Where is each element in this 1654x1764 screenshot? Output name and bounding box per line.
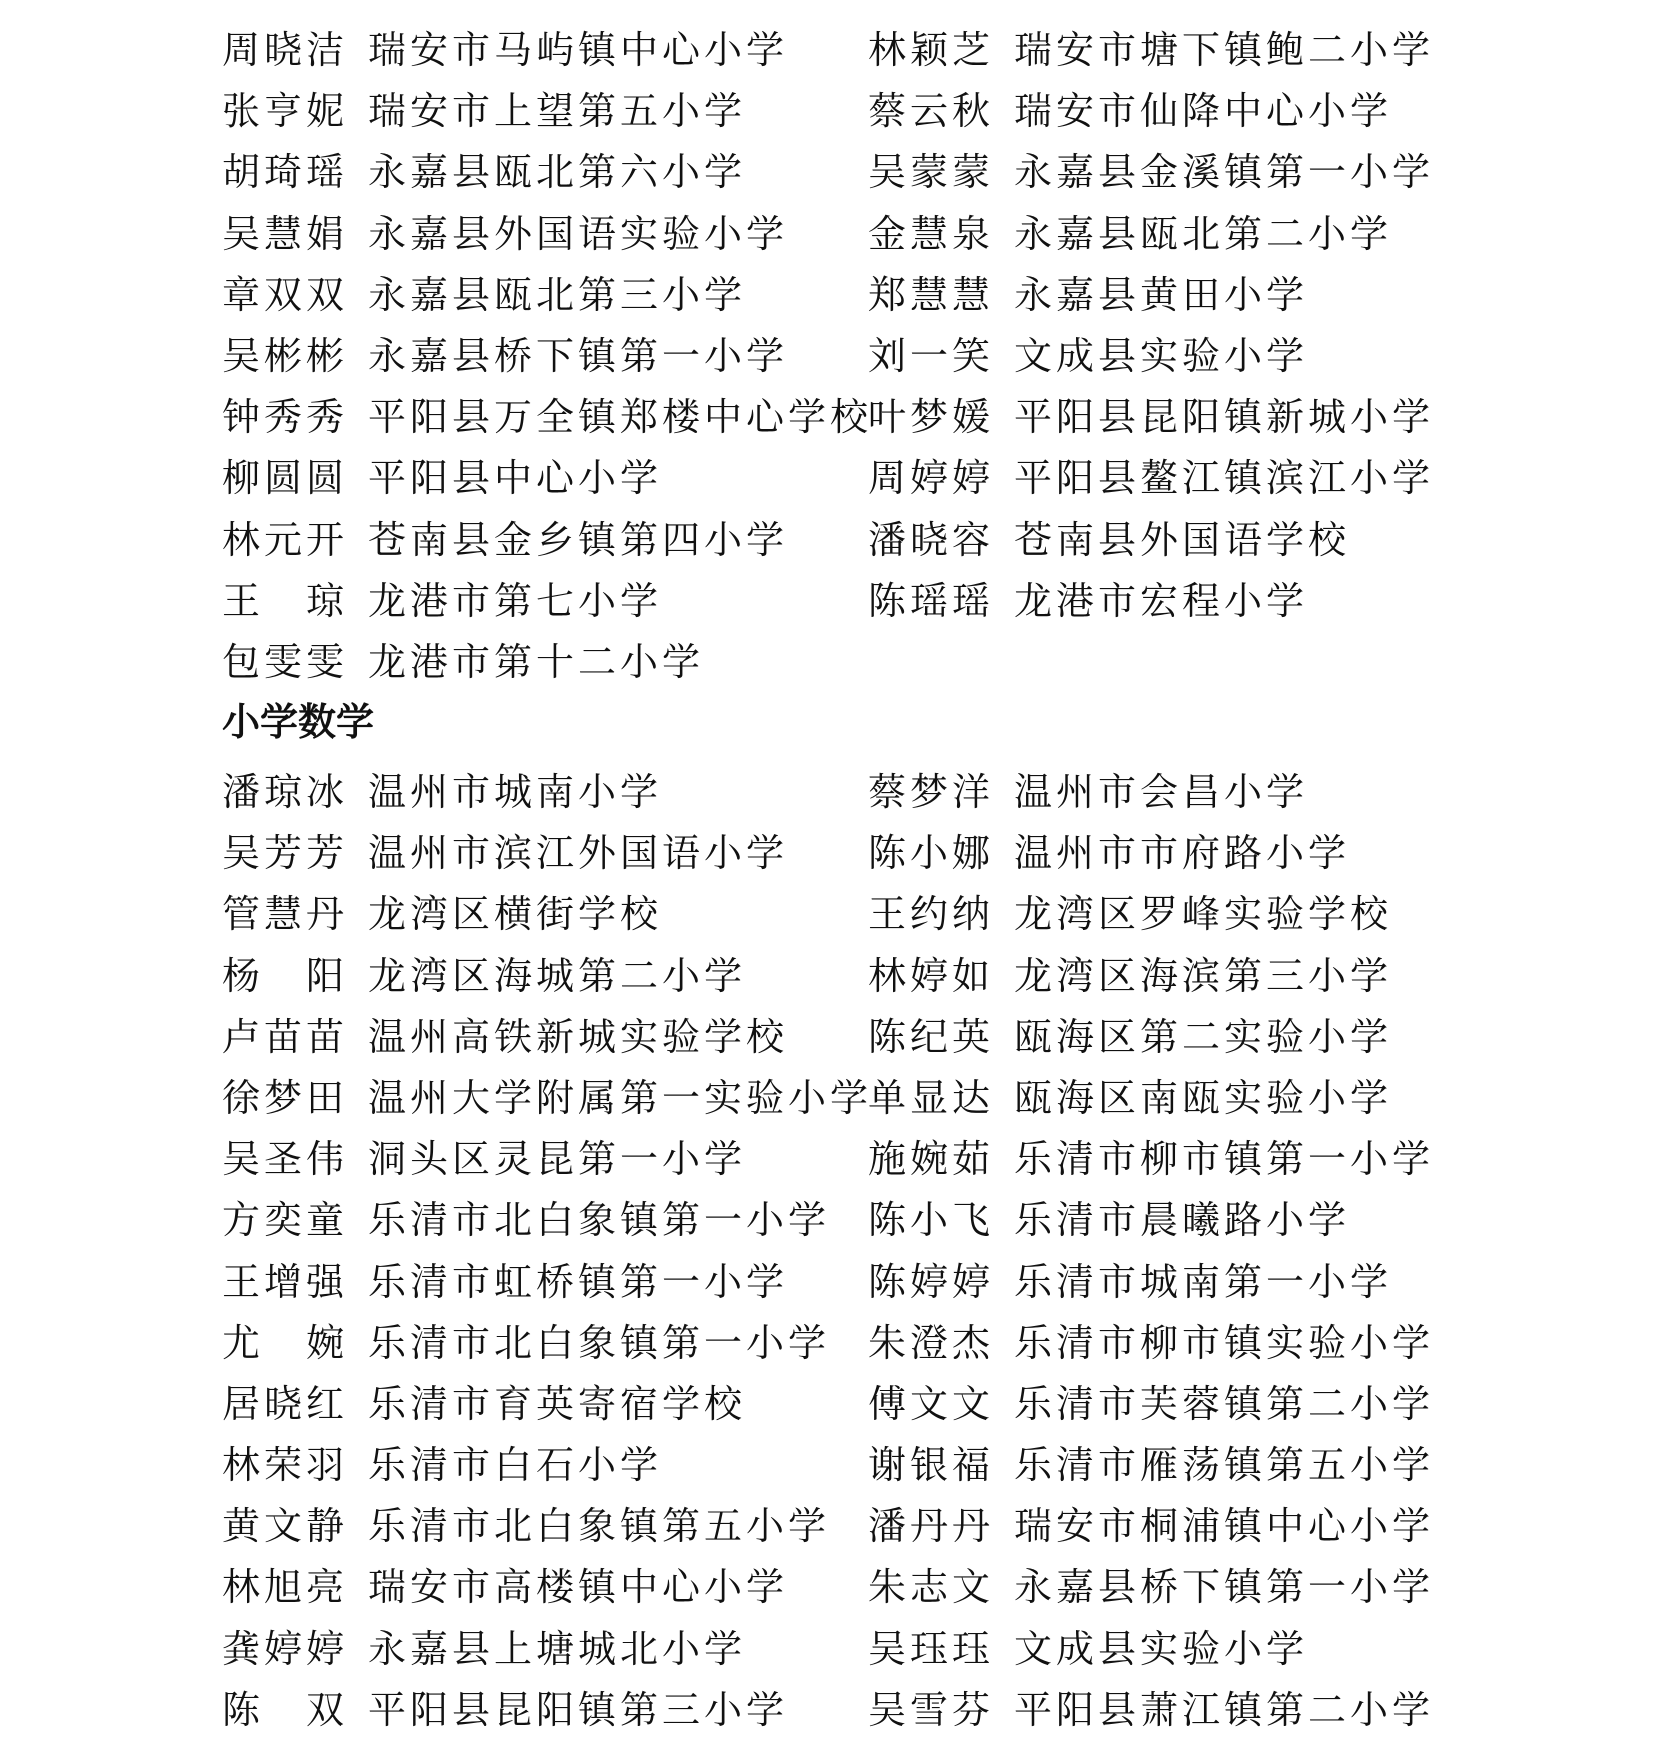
right-entry	[868, 326, 1308, 387]
school-name: 瑞安市桐浦镇中心小学	[1014, 1504, 1435, 1549]
award-list	[0, 20, 1654, 693]
teacher-name: 刘一笑	[868, 333, 995, 378]
teacher-name: 陈瑶瑶	[868, 578, 995, 623]
school-name: 瑞安市上望第五小学	[368, 89, 747, 134]
school-name: 乐清市北白象镇第五小学	[368, 1504, 831, 1549]
school-name: 乐清市北白象镇第一小学	[368, 1198, 831, 1243]
teacher-name: 林颖芝	[868, 28, 995, 72]
teacher-name: 周婷婷	[868, 456, 995, 501]
right-entry	[868, 823, 1350, 884]
teacher-name: 潘丹丹	[868, 1504, 995, 1549]
left-entry	[222, 1313, 830, 1374]
school-name: 瓯海区南瓯实验小学	[1014, 1075, 1393, 1120]
table-row	[0, 1680, 1654, 1741]
section-primary-math	[0, 694, 1654, 1732]
school-name: 苍南县外国语学校	[1014, 517, 1351, 562]
table-row	[0, 632, 1654, 693]
right-entry	[868, 81, 1392, 142]
teacher-name: 吴慧娟	[222, 211, 349, 256]
teacher-name: 方奕童	[222, 1198, 349, 1243]
teacher-name: 蔡云秋	[868, 89, 995, 134]
table-row	[0, 1313, 1654, 1374]
table-row	[0, 1007, 1654, 1068]
table-row	[0, 884, 1654, 945]
teacher-name: 吴芳芳	[222, 831, 349, 876]
school-name: 温州高铁新城实验学校	[368, 1014, 789, 1059]
left-entry	[222, 762, 662, 823]
table-row	[0, 1129, 1654, 1190]
teacher-name: 管慧丹	[222, 892, 349, 937]
left-entry	[222, 1007, 788, 1068]
school-name: 温州大学附属第一实验小学	[368, 1075, 873, 1120]
school-name: 瑞安市仙降中心小学	[1014, 89, 1393, 134]
teacher-name: 王约纳	[868, 892, 995, 937]
table-row	[0, 1374, 1654, 1435]
school-name: 平阳县鳌江镇滨江小学	[1014, 456, 1435, 501]
teacher-name: 龚婷婷	[222, 1626, 349, 1671]
school-name: 瑞安市高楼镇中心小学	[368, 1565, 789, 1610]
school-name: 平阳县萧江镇第二小学	[1014, 1687, 1435, 1732]
teacher-name: 柳圆圆	[222, 456, 349, 501]
right-entry	[868, 1190, 1350, 1251]
school-name: 龙港市第七小学	[368, 578, 663, 623]
left-entry	[222, 1374, 746, 1435]
school-name: 永嘉县金溪镇第一小学	[1014, 150, 1435, 195]
school-name: 温州市市府路小学	[1014, 831, 1351, 876]
table-row	[0, 326, 1654, 387]
teacher-name: 陈小飞	[868, 1198, 995, 1243]
school-name: 永嘉县瓯北第六小学	[368, 150, 747, 195]
school-name: 乐清市芙蓉镇第二小学	[1014, 1381, 1435, 1426]
right-entry	[868, 204, 1392, 265]
school-name: 平阳县万全镇郑楼中心学校	[368, 395, 873, 440]
school-name: 龙港市第十二小学	[368, 639, 705, 684]
school-name: 乐清市白石小学	[368, 1443, 663, 1488]
left-entry	[222, 1496, 830, 1557]
teacher-name: 吴圣伟	[222, 1137, 349, 1182]
right-entry	[868, 142, 1434, 203]
teacher-name: 林旭亮	[222, 1565, 349, 1610]
school-name: 乐清市柳市镇第一小学	[1014, 1137, 1435, 1182]
left-entry	[222, 1068, 872, 1129]
right-entry	[868, 946, 1392, 1007]
left-entry	[222, 1190, 830, 1251]
teacher-name: 单显达	[868, 1075, 995, 1120]
teacher-name: 谢银福	[868, 1443, 995, 1488]
left-entry	[222, 510, 788, 571]
teacher-name: 傅文文	[868, 1381, 995, 1426]
right-entry	[868, 1068, 1392, 1129]
table-row	[0, 1619, 1654, 1680]
teacher-name: 吴彬彬	[222, 333, 349, 378]
teacher-name: 周晓洁	[222, 28, 349, 72]
teacher-name: 林婷如	[868, 953, 995, 998]
right-entry	[868, 1374, 1434, 1435]
teacher-name: 陈 双	[222, 1687, 349, 1732]
teacher-name: 施婉茹	[868, 1137, 995, 1182]
school-name: 永嘉县黄田小学	[1014, 272, 1309, 317]
school-name: 温州市滨江外国语小学	[368, 831, 789, 876]
table-row	[0, 571, 1654, 632]
school-name: 龙湾区海城第二小学	[368, 953, 747, 998]
teacher-name: 潘晓容	[868, 517, 995, 562]
teacher-name: 杨 阳	[222, 953, 349, 998]
teacher-name: 吴雪芬	[868, 1687, 995, 1732]
teacher-name: 卢苗苗	[222, 1014, 349, 1059]
school-name: 乐清市虹桥镇第一小学	[368, 1259, 789, 1304]
left-entry	[222, 20, 788, 81]
left-entry	[222, 326, 788, 387]
left-entry	[222, 142, 746, 203]
right-entry	[868, 510, 1350, 571]
right-entry	[868, 387, 1434, 448]
right-entry	[868, 1129, 1434, 1190]
left-entry	[222, 571, 662, 632]
table-row	[0, 1496, 1654, 1557]
school-name: 乐清市城南第一小学	[1014, 1259, 1393, 1304]
teacher-name: 陈小娜	[868, 831, 995, 876]
right-entry	[868, 762, 1308, 823]
teacher-name: 胡琦瑶	[222, 150, 349, 195]
teacher-name: 蔡梦洋	[868, 770, 995, 814]
table-row	[0, 946, 1654, 1007]
table-row	[0, 823, 1654, 884]
school-name: 平阳县昆阳镇新城小学	[1014, 395, 1435, 440]
section-title: 小学数学	[222, 700, 375, 744]
left-entry	[222, 265, 746, 326]
table-row	[0, 81, 1654, 142]
left-entry	[222, 1252, 788, 1313]
right-entry	[868, 1619, 1308, 1680]
table-row	[0, 510, 1654, 571]
school-name: 永嘉县外国语实验小学	[368, 211, 789, 256]
school-name: 苍南县金乡镇第四小学	[368, 517, 789, 562]
school-name: 瑞安市马屿镇中心小学	[368, 28, 789, 72]
teacher-name: 林元开	[222, 517, 349, 562]
school-name: 龙湾区海滨第三小学	[1014, 953, 1393, 998]
school-name: 乐清市育英寄宿学校	[368, 1381, 747, 1426]
teacher-name: 钟秀秀	[222, 395, 349, 440]
teacher-name: 陈纪英	[868, 1014, 995, 1059]
left-entry	[222, 1129, 746, 1190]
teacher-name: 郑慧慧	[868, 272, 995, 317]
left-entry	[222, 1619, 746, 1680]
school-name: 永嘉县桥下镇第一小学	[368, 333, 789, 378]
left-entry	[222, 1557, 788, 1618]
table-row	[0, 1190, 1654, 1251]
school-name: 温州市城南小学	[368, 770, 663, 814]
right-entry	[868, 884, 1392, 945]
table-row	[0, 265, 1654, 326]
school-name: 文成县实验小学	[1014, 333, 1309, 378]
teacher-name: 朱澄杰	[868, 1320, 995, 1365]
teacher-name: 潘琼冰	[222, 770, 349, 814]
school-name: 平阳县昆阳镇第三小学	[368, 1687, 789, 1732]
teacher-name: 张亨妮	[222, 89, 349, 134]
table-row	[0, 142, 1654, 203]
school-name: 永嘉县瓯北第二小学	[1014, 211, 1393, 256]
left-entry	[222, 632, 704, 693]
section-chinese-list	[0, 20, 1654, 693]
school-name: 乐清市北白象镇第一小学	[368, 1320, 831, 1365]
right-entry	[868, 265, 1308, 326]
teacher-name: 徐梦田	[222, 1075, 349, 1120]
teacher-name: 叶梦媛	[868, 395, 995, 440]
school-name: 龙湾区罗峰实验学校	[1014, 892, 1393, 937]
right-entry	[868, 1007, 1392, 1068]
school-name: 乐清市雁荡镇第五小学	[1014, 1443, 1435, 1488]
left-entry	[222, 387, 872, 448]
table-row	[0, 1557, 1654, 1618]
school-name: 龙港市宏程小学	[1014, 578, 1309, 623]
teacher-name: 吴珏珏	[868, 1626, 995, 1671]
teacher-name: 林荣羽	[222, 1443, 349, 1488]
teacher-name: 包雯雯	[222, 639, 349, 684]
school-name: 洞头区灵昆第一小学	[368, 1137, 747, 1182]
teacher-name: 居晓红	[222, 1381, 349, 1426]
school-name: 瑞安市塘下镇鲍二小学	[1014, 28, 1435, 72]
right-entry	[868, 1557, 1434, 1618]
table-row	[0, 1435, 1654, 1496]
teacher-name: 吴蒙蒙	[868, 150, 995, 195]
table-row	[0, 1252, 1654, 1313]
teacher-name: 黄文静	[222, 1504, 349, 1549]
right-entry	[868, 1496, 1434, 1557]
school-name: 永嘉县桥下镇第一小学	[1014, 1565, 1435, 1610]
school-name: 平阳县中心小学	[368, 456, 663, 501]
left-entry	[222, 1680, 788, 1741]
school-name: 瓯海区第二实验小学	[1014, 1014, 1393, 1059]
table-row	[0, 762, 1654, 823]
table-row	[0, 20, 1654, 81]
teacher-name: 王增强	[222, 1259, 349, 1304]
right-entry	[868, 1680, 1434, 1741]
teacher-name: 朱志文	[868, 1565, 995, 1610]
school-name: 温州市会昌小学	[1014, 770, 1309, 814]
right-entry	[868, 20, 1434, 81]
award-list	[0, 762, 1654, 1741]
teacher-name: 金慧泉	[868, 211, 995, 256]
school-name: 永嘉县上塘城北小学	[368, 1626, 747, 1671]
left-entry	[222, 81, 746, 142]
right-entry	[868, 571, 1308, 632]
left-entry	[222, 823, 788, 884]
right-entry	[868, 1435, 1434, 1496]
school-name: 永嘉县瓯北第三小学	[368, 272, 747, 317]
teacher-name: 章双双	[222, 272, 349, 317]
left-entry	[222, 204, 788, 265]
right-entry	[868, 1313, 1434, 1374]
school-name: 乐清市晨曦路小学	[1014, 1198, 1351, 1243]
left-entry	[222, 448, 662, 509]
school-name: 乐清市柳市镇实验小学	[1014, 1320, 1435, 1365]
school-name: 龙湾区横街学校	[368, 892, 663, 937]
table-row	[0, 204, 1654, 265]
teacher-name: 尤 婉	[222, 1320, 349, 1365]
teacher-name: 陈婷婷	[868, 1259, 995, 1304]
table-row	[0, 387, 1654, 448]
left-entry	[222, 884, 662, 945]
school-name: 文成县实验小学	[1014, 1626, 1309, 1671]
left-entry	[222, 946, 746, 1007]
right-entry	[868, 1252, 1392, 1313]
left-entry	[222, 1435, 662, 1496]
right-entry	[868, 448, 1434, 509]
table-row	[0, 1068, 1654, 1129]
table-row	[0, 448, 1654, 509]
teacher-name: 王 琼	[222, 578, 349, 623]
